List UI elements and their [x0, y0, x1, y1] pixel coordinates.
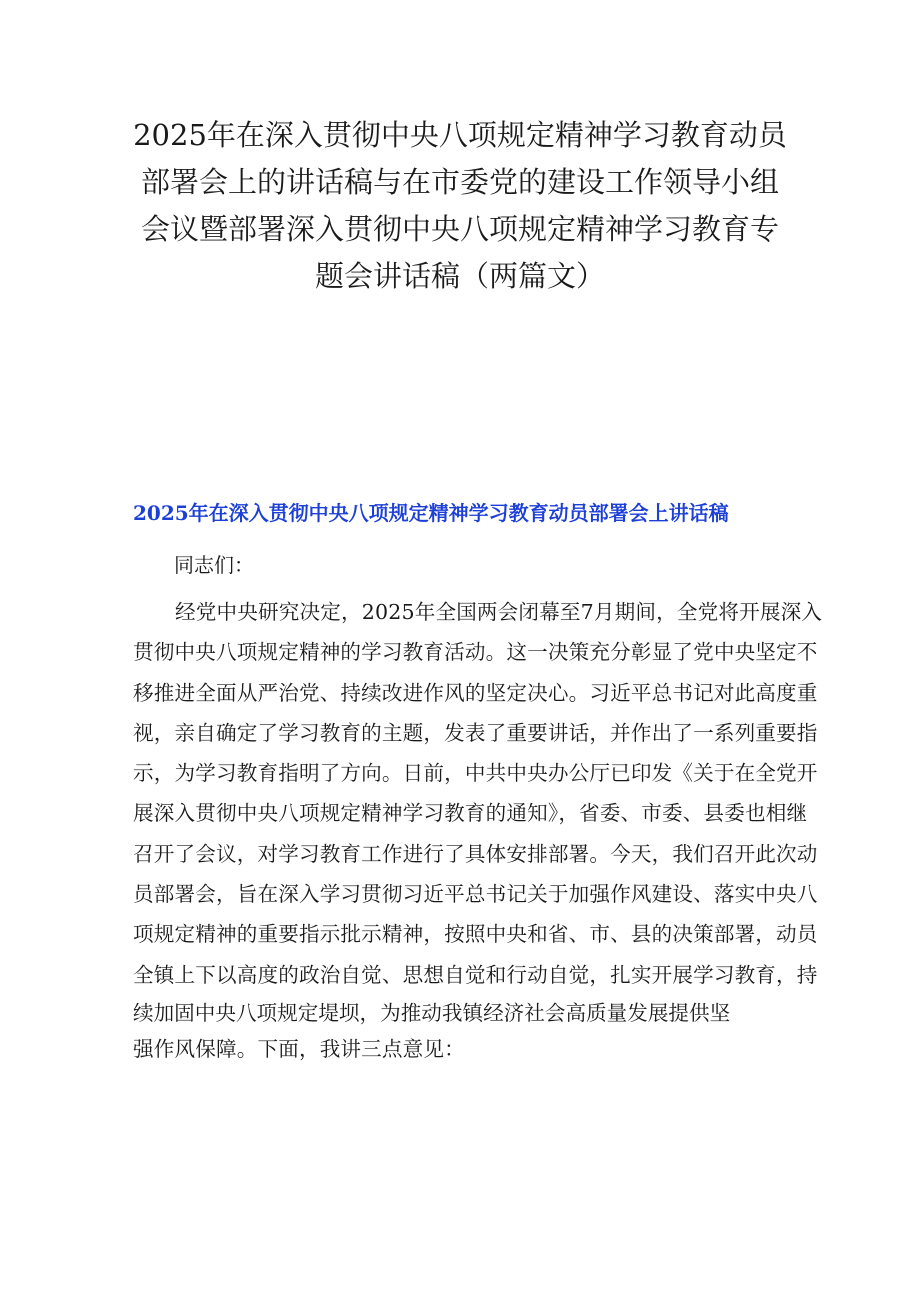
paragraph-line: 经党中央研究决定，2025年全国两会闭幕至7月期间，全党将开展深入 [175, 600, 823, 624]
paragraph-line: 召开了会议，对学习教育工作进行了具体安排部署。今天，我们召开此次动 [133, 841, 818, 866]
document-title [130, 112, 790, 300]
salutation: 同志们： [174, 553, 254, 577]
paragraph-line: 视，亲自确定了学习教育的主题，发表了重要讲话，并作出了一系列重要指 [133, 720, 818, 745]
paragraph-line: 续加固中央八项规定堤坝，为推动我镇经济社会高质量发展提供坚 [133, 1000, 731, 1025]
paragraph-line: 强作风保障。下面，我讲三点意见： [133, 1036, 465, 1061]
title-line: 题会讲话稿（两篇文） [314, 259, 605, 293]
title-line: 会议暨部署深入贯彻中央八项规定精神学习教育专 [140, 212, 779, 246]
paragraph-line: 移推进全面从严治党、持续改进作风的坚定决心。习近平总书记对此高度重 [133, 680, 818, 705]
paragraph-line: 全镇上下以高度的政治自觉、思想自觉和行动自觉，扎实开展学习教育，持 [133, 962, 818, 987]
paragraph-line: 项规定精神的重要指示批示精神，按照中央和省、市、县的决策部署，动员 [133, 922, 818, 947]
paragraph-line: 贯彻中央八项规定精神的学习教育活动。这一决策充分彰显了党中央坚定不 [133, 640, 818, 665]
title-line: 2025年在深入贯彻中央八项规定精神学习教育动员 [133, 118, 787, 152]
paragraph-line: 展深入贯彻中央八项规定精神学习教育的通知》，省委、市委、县委也相继 [133, 801, 808, 826]
title-line: 部署会上的讲话稿与在市委党的建设工作领导小组 [140, 165, 779, 199]
paragraph-line: 示，为学习教育指明了方向。日前，中共中央办公厅已印发《关于在全党开 [133, 761, 818, 786]
body-paragraph [133, 592, 823, 1067]
section-heading: 2025年在深入贯彻中央八项规定精神学习教育动员部署会上讲话稿 [133, 501, 729, 525]
paragraph-line: 员部署会，旨在深入学习贯彻习近平总书记关于加强作风建设、落实中央八 [133, 882, 818, 907]
